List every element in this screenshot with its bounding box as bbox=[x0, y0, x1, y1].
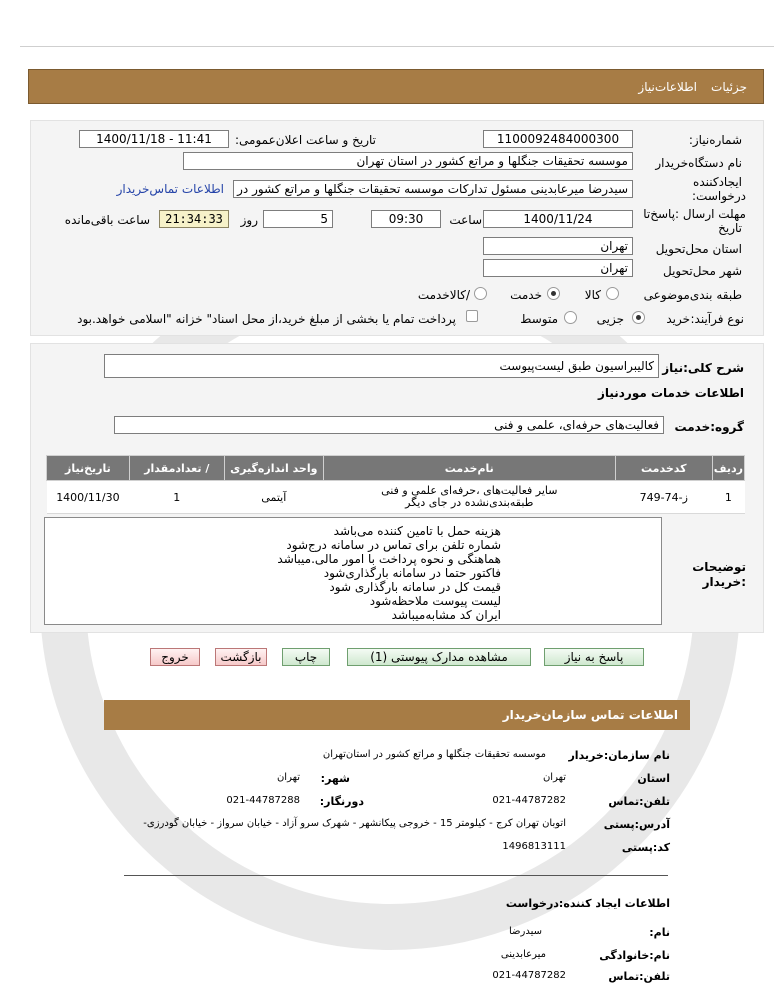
process-label: نوع فرآیند: bbox=[690, 312, 744, 326]
process-medium-text: متوسط bbox=[520, 312, 558, 326]
time-label: ساعت bbox=[449, 213, 482, 227]
category-goods-radio[interactable] bbox=[606, 287, 619, 300]
exit-button[interactable]: خروج bbox=[150, 648, 200, 666]
city-label: شهر محل‌تحویل bbox=[663, 264, 742, 278]
service-group-label: گروه:خدمت bbox=[674, 420, 744, 434]
note-line: هماهنگی و نحوه پرداخت با امور مالی.میباشد bbox=[277, 552, 501, 566]
category-goods-service-radio[interactable] bbox=[474, 287, 487, 300]
deadline-label-2: تاریخ bbox=[718, 221, 742, 235]
creator-last-name-label: نام:خانوادگی bbox=[599, 949, 670, 962]
buyer-notes-box bbox=[44, 517, 662, 625]
cell-name-line-2: طبقه‌بندی‌نشده در جای دیگر bbox=[405, 496, 534, 509]
buyer-contact-section-title: اطلاعات تماس سازمان‌خریدار bbox=[502, 708, 678, 722]
process-buy-text: خرید bbox=[666, 312, 690, 326]
table-row bbox=[47, 481, 745, 514]
category-service-text: خدمت bbox=[510, 288, 542, 302]
back-button[interactable]: بازگشت bbox=[215, 648, 267, 666]
process-minor-radio[interactable] bbox=[632, 311, 645, 324]
note-line: فاکتور حتما در سامانه بارگذاری‌شود bbox=[323, 566, 501, 580]
contact-city-label: شهر: bbox=[320, 772, 350, 785]
contact-phone-value: 021-44787282 bbox=[492, 795, 566, 806]
service-group-field: فعالیت‌های حرفه‌ای، علمی و فنی bbox=[114, 416, 664, 434]
note-line: هزینه حمل با تامین کننده می‌باشد bbox=[333, 524, 501, 538]
buyer-org-field: موسسه تحقیقات جنگلها و مراتع کشور در استان تهران bbox=[183, 152, 633, 170]
category-service-radio[interactable] bbox=[547, 287, 560, 300]
contact-fax-value: 021-44787288 bbox=[226, 795, 300, 806]
cell-unit: آیتمی bbox=[224, 481, 323, 514]
col-unit: واحد اندازه‌گیری bbox=[224, 456, 323, 481]
contact-postal-value: 1496813111 bbox=[502, 841, 566, 852]
table-header-row bbox=[47, 456, 745, 481]
col-qty: / تعدادمقدار bbox=[129, 456, 224, 481]
contact-province-label: استان bbox=[637, 772, 670, 785]
note-line: لیست پیوست ملاحظه‌شود bbox=[369, 594, 501, 608]
note-line: قیمت کل در سامانه بارگذاری شود bbox=[329, 580, 501, 594]
note-line: ایران کد مشابه‌میباشد bbox=[391, 608, 501, 622]
cell-name bbox=[323, 481, 615, 514]
notes-label-2: :خریدار bbox=[702, 575, 746, 589]
process-medium-radio[interactable] bbox=[564, 311, 577, 324]
day-label: روز bbox=[240, 213, 258, 227]
creator-info-title: اطلاعات ایجاد کننده:درخواست bbox=[505, 897, 670, 910]
contact-divider bbox=[124, 875, 668, 876]
cell-name-line-1: سایر فعالیت‌های ،حرفه‌ای علمی و فنی bbox=[381, 484, 558, 497]
services-title: اطلاعات خدمات موردنیاز bbox=[597, 386, 744, 400]
col-row: ردیف bbox=[712, 456, 744, 481]
need-number-field: 1100092484000300 bbox=[483, 130, 633, 148]
treasury-payment-note: پرداخت تمام یا بخشی از مبلغ خرید،از محل اسناد" خزانه "اسلامی خواهد.بود bbox=[77, 312, 456, 326]
contact-org-label: نام سازمان:خریدار bbox=[568, 749, 670, 762]
reply-button[interactable]: پاسخ به نیاز bbox=[544, 648, 644, 666]
buyer-contact-link[interactable]: اطلاعات تماس‌خریدار bbox=[116, 182, 224, 196]
top-divider bbox=[20, 46, 774, 47]
category-goods-service-text: /کالاخدمت bbox=[417, 288, 470, 302]
col-code: کدخدمت bbox=[615, 456, 712, 481]
category-label: طبقه بندی‌موضوعی bbox=[643, 288, 742, 302]
notes-label-1: توضیحات bbox=[692, 560, 746, 574]
creator-label-2: درخواست: bbox=[692, 189, 746, 203]
tab-details[interactable]: جزئیات bbox=[711, 80, 747, 94]
contact-fax-label: دورنگار: bbox=[319, 795, 364, 808]
contact-postal-label: کد:پستی bbox=[621, 841, 670, 854]
remaining-time: 21:34:33 bbox=[159, 210, 229, 228]
need-number-label: شماره‌نیاز: bbox=[688, 133, 742, 147]
creator-phone-value: 021-44787282 bbox=[492, 970, 566, 981]
buyer-org-label: نام دستگاه‌خریدار bbox=[655, 156, 742, 170]
cell-date: 1400/11/30 bbox=[47, 481, 130, 514]
contact-phone-label: تلفن:تماس bbox=[608, 795, 670, 808]
contact-address-label: آدرس:پستی bbox=[603, 818, 670, 831]
announce-label: تاریخ و ساعت اعلان‌عمومی: bbox=[234, 133, 376, 147]
print-button[interactable]: چاپ bbox=[282, 648, 330, 666]
announce-field: 1400/11/18 - 11:41 bbox=[79, 130, 229, 148]
buyer-contact-section-header bbox=[104, 700, 690, 730]
process-minor-text: جزیی bbox=[596, 312, 624, 326]
city-field: تهران bbox=[483, 259, 633, 277]
creator-last-name-value: میرعابدینی bbox=[500, 949, 546, 960]
treasury-payment-checkbox[interactable] bbox=[466, 310, 478, 322]
creator-field: سیدرضا میرعابدینی مسئول تدارکات موسسه تحقیقات جنگلها و مراتع کشور در bbox=[233, 180, 633, 198]
remaining-label: ساعت باقی‌مانده bbox=[64, 213, 150, 227]
creator-label-1: ایجادکننده bbox=[693, 175, 742, 189]
contact-org-value: موسسه تحقیقات جنگلها و مراتع کشور در استان‌تهران bbox=[322, 749, 546, 760]
services-table bbox=[46, 455, 745, 514]
col-name: نام‌خدمت bbox=[323, 456, 615, 481]
col-date: تاریخ‌نیاز bbox=[47, 456, 130, 481]
note-line: شماره تلفن برای تماس در سامانه درج‌شود bbox=[286, 538, 501, 552]
deadline-label-1: مهلت ارسال :پاسخ‌تا bbox=[643, 207, 746, 221]
contact-city-value: تهران bbox=[276, 772, 300, 783]
cell-qty: 1 bbox=[129, 481, 224, 514]
province-field: تهران bbox=[483, 237, 633, 255]
deadline-date-field: 1400/11/24 bbox=[483, 210, 633, 228]
province-label: استان محل‌تحویل bbox=[655, 242, 742, 256]
creator-phone-label: تلفن:تماس bbox=[608, 970, 670, 983]
attachments-button[interactable]: مشاهده مدارک پیوستی (1) bbox=[347, 648, 531, 666]
cell-row: 1 bbox=[712, 481, 744, 514]
contact-address-value: اتوبان تهران کرج - کیلومتر 15 - خروجی پیکانشهر - شهرک سرو آزاد - خیابان سرواز - خیابان گودرزی- bbox=[143, 818, 566, 829]
description-label: شرح کلی:نیاز bbox=[662, 361, 744, 375]
contact-province-value: تهران bbox=[542, 772, 566, 783]
deadline-time-field: 09:30 bbox=[371, 210, 441, 228]
creator-first-name-label: نام: bbox=[649, 926, 670, 939]
days-field: 5 bbox=[263, 210, 333, 228]
category-goods-text: کالا bbox=[584, 288, 601, 302]
creator-first-name-value: سیدرضا bbox=[508, 926, 542, 937]
description-field: کالیبراسیون طبق لیست‌پیوست bbox=[104, 354, 659, 378]
tab-need-info[interactable]: اطلاعات‌نیاز bbox=[638, 80, 697, 94]
tab-bar bbox=[28, 69, 764, 104]
cell-code: ز-74-749 bbox=[615, 481, 712, 514]
